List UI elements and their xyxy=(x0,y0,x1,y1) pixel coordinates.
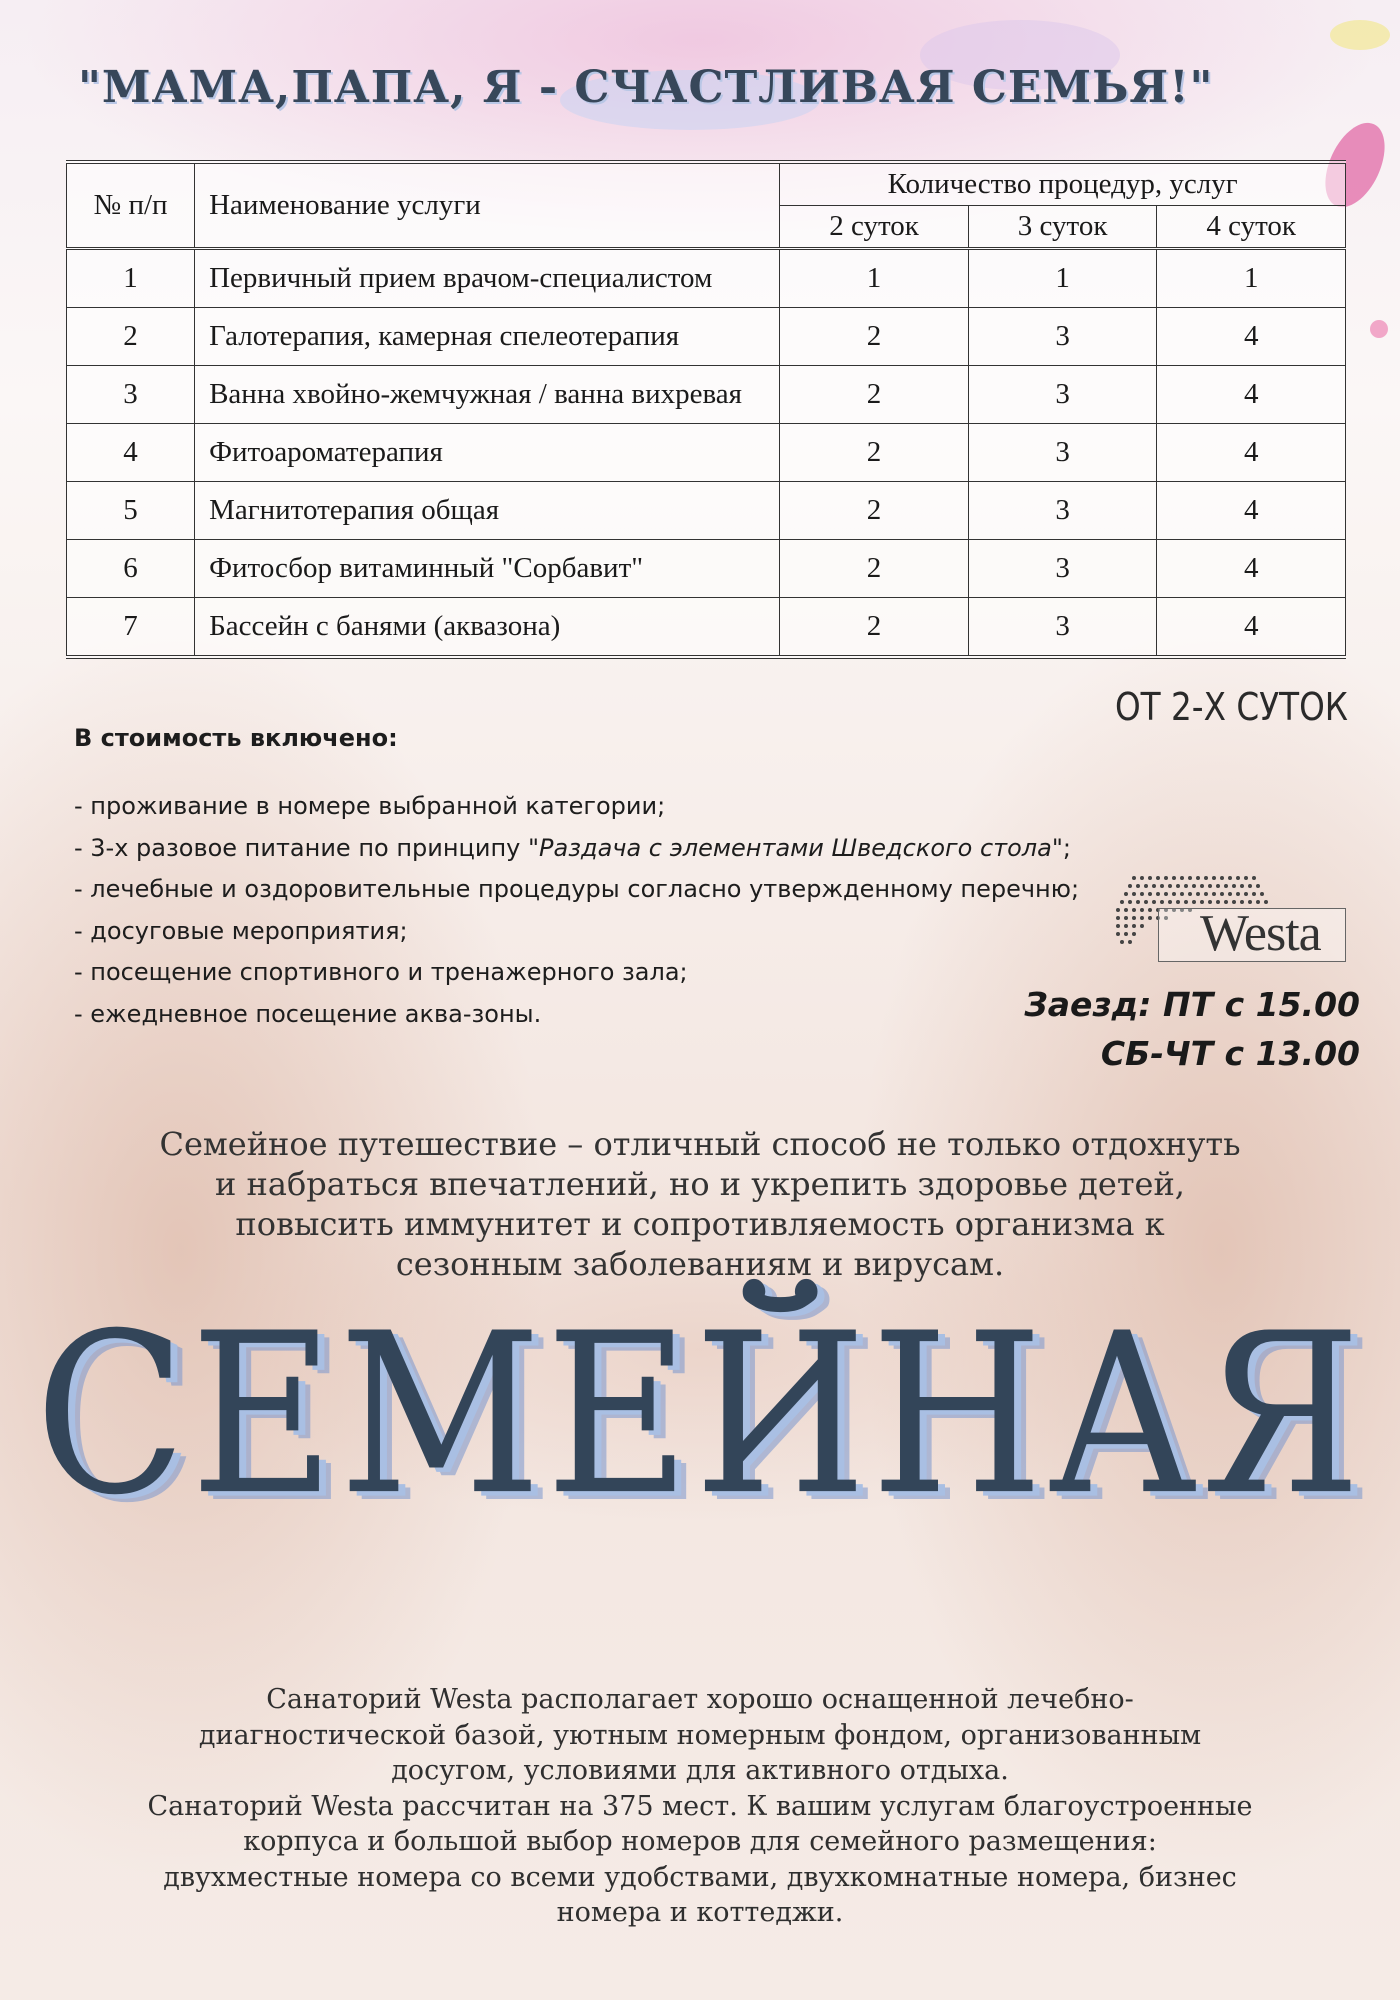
row-count-4-days: 4 xyxy=(1157,424,1346,482)
checkin-friday: Заезд: ПТ с 15.00 xyxy=(1024,985,1360,1024)
row-count-3-days: 1 xyxy=(968,249,1157,308)
row-count-4-days: 1 xyxy=(1157,249,1346,308)
checkin-sat-thu: СБ-ЧТ с 13.00 xyxy=(1100,1034,1360,1073)
table-row xyxy=(67,366,1346,424)
row-number: 2 xyxy=(67,308,195,366)
row-count-4-days: 4 xyxy=(1157,482,1346,540)
logo-wordmark: Westa xyxy=(1200,905,1321,962)
about-line: корпуса и большой выбор номеров для семейного размещения: xyxy=(243,1826,1157,1857)
included-item-tail: ; xyxy=(1062,833,1071,862)
about-line: номера и коттеджи. xyxy=(556,1897,844,1928)
row-service-name: Фитосбор витаминный "Сорбавит" xyxy=(195,540,780,598)
row-number: 4 xyxy=(67,424,195,482)
included-item: - досуговые мероприятия; xyxy=(74,916,408,945)
about-sanatorium xyxy=(120,1682,1280,1931)
table-row xyxy=(67,249,1346,308)
checkin-times xyxy=(1024,980,1360,1078)
row-service-name: Бассейн с банями (аквазона) xyxy=(195,598,780,658)
row-count-4-days: 4 xyxy=(1157,540,1346,598)
promo-line: и набраться впечатлений, но и укрепить здоровье детей, xyxy=(215,1165,1185,1203)
row-number: 7 xyxy=(67,598,195,658)
row-number: 3 xyxy=(67,366,195,424)
table-row xyxy=(67,598,1346,658)
row-number: 6 xyxy=(67,540,195,598)
row-count-2-days: 2 xyxy=(780,482,969,540)
promo-line: Семейное путешествие – отличный способ не только отдохнуть xyxy=(159,1125,1241,1163)
duration-note: ОТ 2-Х СУТОК xyxy=(1114,685,1348,729)
table-header-row xyxy=(67,162,1346,206)
header-service-name: Наименование услуги xyxy=(195,162,780,249)
included-item-text: - 3-х разовое питание по принципу xyxy=(74,833,528,862)
services-table xyxy=(66,160,1346,659)
paint-dot-pink xyxy=(1370,320,1388,338)
promo-line: повысить иммунитет и сопротивляемость организма к xyxy=(235,1205,1165,1243)
row-number: 5 xyxy=(67,482,195,540)
paint-splash-yellow xyxy=(1330,20,1390,50)
included-item-meals xyxy=(74,828,1079,870)
about-line: двухместные номера со всеми удобствами, двухкомнатные номера, бизнес xyxy=(163,1861,1237,1893)
included-item: - посещение спортивного и тренажерного зала; xyxy=(74,958,688,986)
about-line: Санаторий Westa рассчитан на 375 мест. К вашим услугам благоустроенные xyxy=(147,1790,1253,1822)
row-count-3-days: 3 xyxy=(968,424,1157,482)
row-service-name: Магнитотерапия общая xyxy=(195,482,780,540)
table-row xyxy=(67,540,1346,598)
table-row xyxy=(67,424,1346,482)
included-services xyxy=(74,724,1079,1035)
included-item: - ежедневное посещение аква-зоны. xyxy=(74,999,542,1028)
row-count-3-days: 3 xyxy=(968,308,1157,366)
header-procedure-count: Количество процедур, услуг xyxy=(780,162,1346,206)
page-title: "МАМА,ПАПА, Я - СЧАСТЛИВАЯ СЕМЬЯ!" xyxy=(78,62,1214,113)
row-count-3-days: 3 xyxy=(968,366,1157,424)
included-item-italic: "Раздача с элементами Шведского стола" xyxy=(528,833,1063,862)
header-3-days: 3 суток xyxy=(968,206,1157,249)
row-count-2-days: 2 xyxy=(780,366,969,424)
headline-big-word: СЕМЕЙНАЯ xyxy=(34,1285,1366,1544)
table-row xyxy=(67,308,1346,366)
row-number: 1 xyxy=(67,249,195,308)
row-service-name: Галотерапия, камерная спелеотерапия xyxy=(195,308,780,366)
row-count-2-days: 2 xyxy=(780,598,969,658)
row-count-3-days: 3 xyxy=(968,540,1157,598)
row-service-name: Первичный прием врачом-специалистом xyxy=(195,249,780,308)
row-count-2-days: 2 xyxy=(780,424,969,482)
included-title: В стоимость включено: xyxy=(74,724,398,752)
row-count-4-days: 4 xyxy=(1157,598,1346,658)
promo-text xyxy=(100,1124,1300,1284)
header-4-days: 4 суток xyxy=(1157,206,1346,249)
row-count-4-days: 4 xyxy=(1157,308,1346,366)
included-item: - лечебные и оздоровительные процедуры согласно утвержденному перечню; xyxy=(74,875,1080,903)
header-2-days: 2 суток xyxy=(780,206,969,249)
included-item: - проживание в номере выбранной категории; xyxy=(74,792,666,820)
table-row xyxy=(67,482,1346,540)
row-count-2-days: 2 xyxy=(780,308,969,366)
about-line: досугом, условиями для активного отдыха. xyxy=(391,1755,1009,1786)
row-count-2-days: 1 xyxy=(780,249,969,308)
row-service-name: Фитоароматерапия xyxy=(195,424,780,482)
header-number: № п/п xyxy=(67,162,195,249)
promo-line: сезонным заболеваниям и вирусам. xyxy=(395,1245,1005,1283)
row-count-3-days: 3 xyxy=(968,482,1157,540)
row-service-name: Ванна хвойно-жемчужная / ванна вихревая xyxy=(195,366,780,424)
about-line: диагностической базой, уютным номерным фондом, организованным xyxy=(198,1719,1202,1751)
about-line: Санаторий Westa располагает хорошо оснащенной лечебно- xyxy=(266,1684,1134,1715)
row-count-3-days: 3 xyxy=(968,598,1157,658)
row-count-2-days: 2 xyxy=(780,540,969,598)
row-count-4-days: 4 xyxy=(1157,366,1346,424)
westa-logo xyxy=(1112,870,1346,962)
